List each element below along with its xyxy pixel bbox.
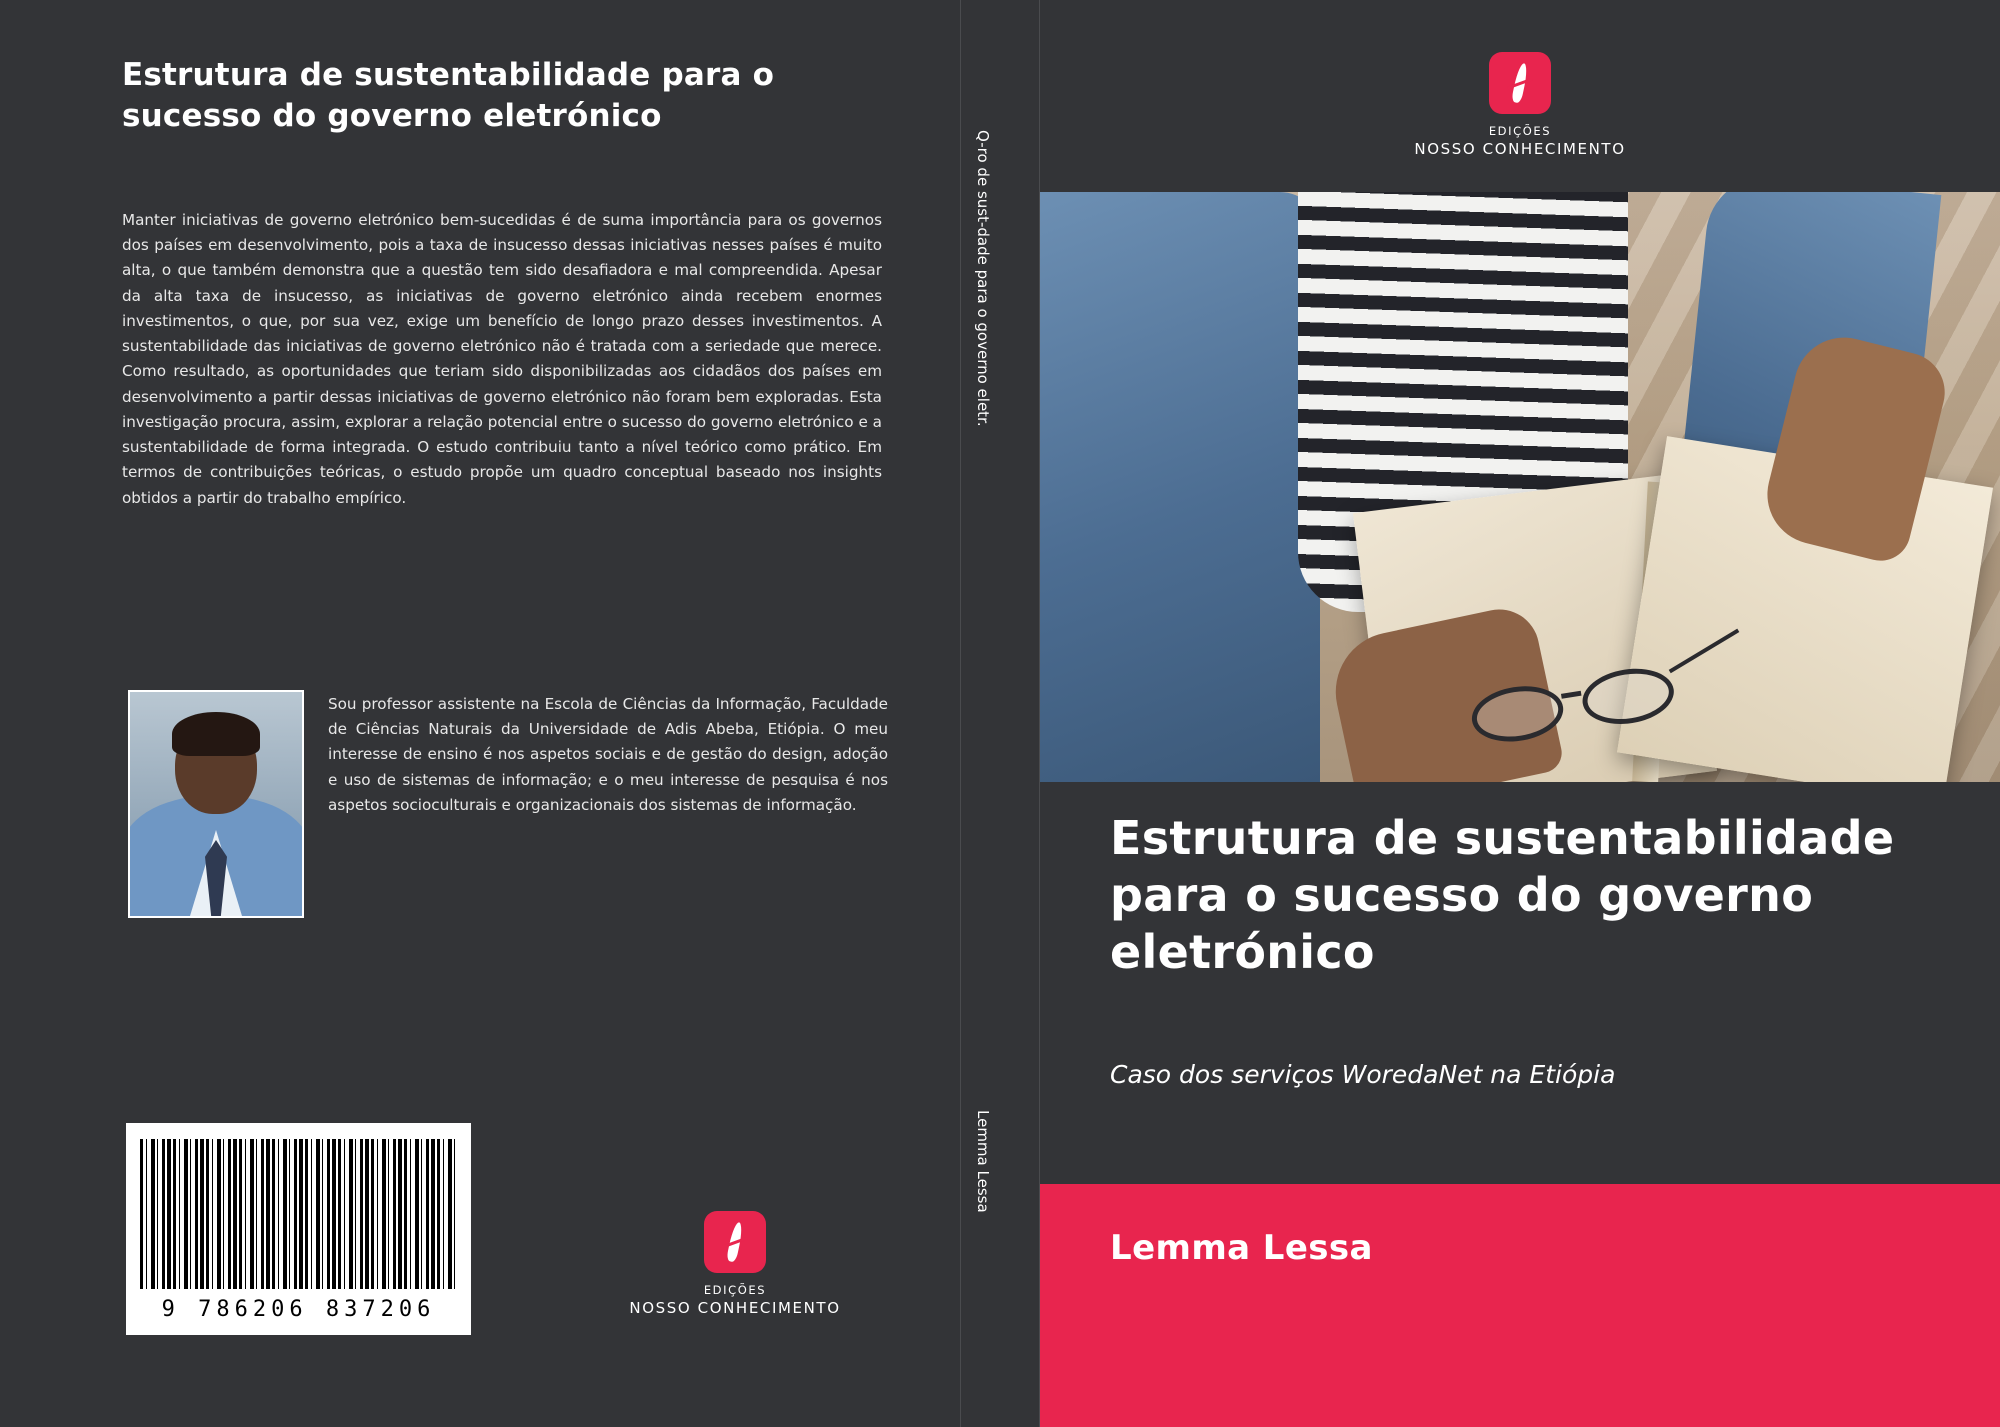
front-publisher-logo [1040,52,2000,158]
portrait-hair [172,712,260,756]
eyeglasses-lens-right [1579,663,1678,731]
spine-title: Q-ro de sust-dade para o governo eletr. [974,130,992,427]
front-cover [1040,0,2000,1427]
back-cover-title: Estrutura de sustentabilidade para o sucesso do governo eletrónico [122,57,775,134]
eyeglasses-bridge [1561,691,1582,699]
author-bio-block [128,690,888,918]
barcode-digits: 9 786206 837206 [161,1297,436,1322]
back-publisher-logo [625,1211,845,1317]
eyeglasses-lens-left [1468,680,1567,748]
front-cover-title: Estrutura de sustentabilidade para o sucesso do governo eletrónico [1110,811,1895,980]
barcode [126,1123,471,1335]
publisher-line-1: EDIÇÕES [1488,124,1552,138]
barcode-bars [140,1139,457,1289]
author-name-bar [1040,1184,2000,1427]
photo-denim-jacket-left [1040,192,1320,782]
back-cover-blurb: Manter iniciativas de governo eletrónico bem-sucedidas é de suma importância para os governos dos países em desenvolvimento, pois a taxa de insucesso dessas iniciativas nesses países é muito alta, o que também demonstra que a questão tem sido desafiadora e mal compreendida. Apesar da alta taxa de insucesso, as iniciativas de governo eletrónico ainda recebem enormes investimentos, o que, por sua vez, exige um benefício de longo prazo desses investimentos. A sustentabilidade das iniciativas de governo eletrónico não é tratada com a seriedade que merece. Como resultado, as oportunidades que teriam sido disponibilizadas aos cidadãos dos países em desenvolvimento a partir dessas iniciativas de governo eletrónico não foram bem exploradas. Esta investigação procura, assim, explorar a relação potencial entre o sucesso do governo eletrónico e a sustentabilidade de forma integrada. O estudo contribuiu tanto a nível teórico como prático. Em termos de contribuições teóricas, o estudo propõe um quadro conceptual baseado nos insights obtidos a partir do trabalho empírico. [122,211,882,507]
back-cover [0,0,960,1427]
quill-pen-icon [704,1211,766,1273]
publisher-line-2: NOSSO CONHECIMENTO [629,1299,841,1317]
publisher-line-2: NOSSO CONHECIMENTO [1414,140,1626,158]
spine-author: Lemma Lessa [974,1110,992,1213]
author-portrait-photo [128,690,304,918]
cover-photo [1040,192,2000,782]
publisher-line-1: EDIÇÕES [703,1283,767,1297]
front-cover-subtitle: Caso dos serviços WoredaNet na Etiópia [1110,1060,1616,1089]
front-cover-author: Lemma Lessa [1110,1228,1373,1268]
author-bio-text: Sou professor assistente na Escola de Ciências da Informação, Faculdade de Ciências Naturais da Universidade de Adis Abeba, Etiópia. O meu interesse de ensino é nos aspetos sociais e de gestão do design, adoção e uso de sistemas de informação; e o meu interesse de pesquisa é nos aspetos socioculturais e organizacionais dos sistemas de informação. [328,695,888,814]
quill-pen-icon [1489,52,1551,114]
book-spine [960,0,1040,1427]
